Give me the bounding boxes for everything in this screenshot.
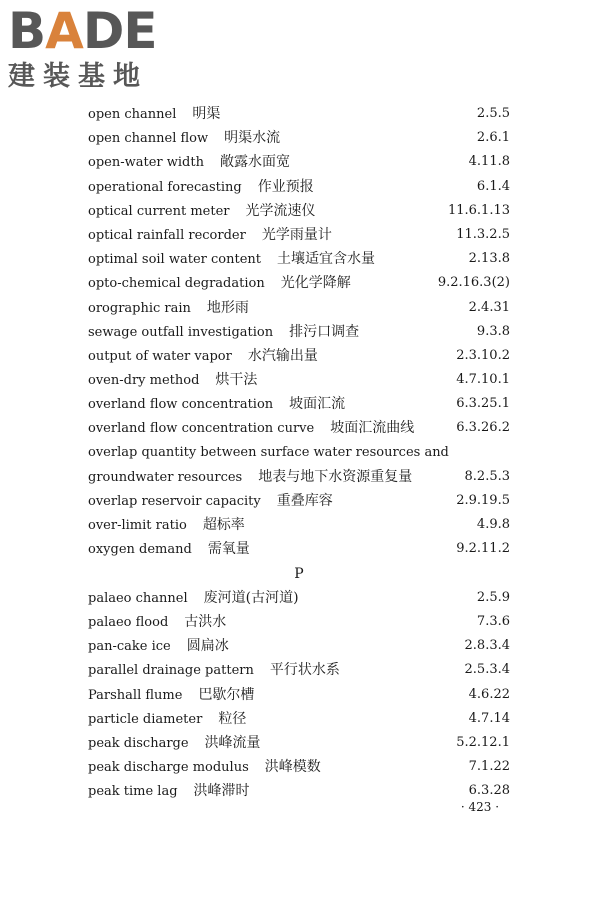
entry-chinese-term: 重叠库容 [276, 493, 333, 509]
entry-chinese-term: 土壤适宜含水量 [276, 251, 375, 268]
glossary-entry [88, 465, 510, 489]
entry-chinese-term: 地形雨 [206, 299, 249, 316]
entry-chinese-term: 敞露水面宽 [219, 154, 290, 171]
entry-english-term: Parshall flume [88, 687, 183, 703]
entry-english-term: orographic rain [88, 300, 191, 316]
glossary-entry [88, 199, 510, 223]
entry-section-reference: 2.3.10.2 [456, 347, 510, 363]
entry-english-term: open channel [88, 107, 177, 122]
entry-chinese-term: 光化学降解 [280, 275, 351, 292]
entry-english-term: output of water vapor [88, 348, 232, 364]
entry-chinese-term: 需氧量 [207, 541, 250, 558]
entry-chinese-term: 粒径 [218, 710, 247, 727]
entry-chinese-term: 古洪水 [184, 613, 227, 630]
entry-chinese-term: 光学流速仪 [245, 202, 316, 219]
entry-section-reference: 6.3.26.2 [456, 420, 510, 436]
entry-section-reference: 4.7.10.1 [456, 372, 510, 388]
entry-chinese-term: 排污口调查 [289, 323, 360, 340]
entry-english-term: open-water width [88, 155, 204, 171]
glossary-entry [88, 658, 510, 682]
entry-english-term: open channel flow [88, 131, 209, 147]
entry-english-term: pan-cake ice [88, 639, 171, 655]
entry-section-reference: 5.2.12.1 [456, 734, 510, 750]
entry-chinese-term: 作业预报 [257, 178, 314, 195]
entry-english-term: optimal soil water content [88, 252, 261, 268]
entry-english-term: overland flow concentration curve [88, 421, 315, 437]
entry-chinese-term: 洪峰滞时 [193, 783, 250, 800]
glossary-entry [88, 779, 510, 803]
entry-section-reference: 6.3.28 [468, 783, 510, 799]
entry-english-term: operational forecasting [88, 179, 242, 195]
entry-chinese-term: 地表与地下水资源重复量 [258, 468, 413, 485]
entry-section-reference: 2.8.3.4 [464, 638, 510, 654]
entry-section-reference: 7.3.6 [476, 613, 510, 629]
entry-section-reference: 8.2.5.3 [464, 468, 510, 484]
glossary-entry [88, 634, 510, 658]
entry-english-term: peak discharge modulus [88, 760, 249, 776]
glossary-entry [88, 441, 510, 465]
entry-english-term: oxygen demand [88, 542, 192, 558]
entry-english-term: groundwater resources [88, 469, 243, 485]
entry-section-reference: 2.6.1 [476, 130, 510, 146]
glossary-entry [88, 247, 510, 271]
entry-section-reference: 9.2.11.2 [456, 541, 510, 557]
entry-english-term: oven-dry method [88, 373, 200, 389]
entry-section-reference: 6.1.4 [476, 178, 510, 194]
bade-logo [8, 4, 178, 94]
glossary-entry [88, 150, 510, 174]
glossary-entry [88, 271, 510, 295]
entry-chinese-term: 圆扁冰 [186, 638, 229, 655]
glossary-entry [88, 296, 510, 320]
entry-chinese-term: 平行状水系 [269, 662, 340, 679]
glossary-entry [88, 586, 510, 610]
entry-english-term: palaeo channel [88, 590, 188, 606]
entry-english-term: over-limit ratio [88, 518, 187, 534]
glossary-entry [88, 368, 510, 392]
entry-english-term: peak discharge [88, 735, 189, 751]
entry-section-reference: 2.5.5 [476, 106, 510, 121]
entry-english-term: overlap reservoir capacity [88, 494, 261, 509]
entry-section-reference: 4.6.22 [468, 686, 510, 702]
entry-english-term: particle diameter [88, 711, 203, 727]
entry-chinese-term: 光学雨量计 [261, 226, 332, 243]
entry-english-term: opto-chemical degradation [88, 276, 265, 292]
glossary-entry [88, 755, 510, 779]
entry-chinese-term: 坡面汇流曲线 [330, 420, 415, 437]
entry-english-term: optical current meter [88, 203, 230, 219]
entry-section-reference: 11.6.1.13 [447, 202, 510, 218]
glossary-entry [88, 513, 510, 537]
entry-chinese-term: 洪峰流量 [204, 734, 261, 751]
glossary-entry [88, 416, 510, 440]
entry-chinese-term: 坡面汇流 [289, 396, 346, 413]
entry-chinese-term: 废河道(古河道) [203, 589, 299, 606]
glossary-entry [88, 489, 510, 513]
entry-chinese-term: 超标率 [202, 517, 245, 534]
entry-section-reference: 9.3.8 [476, 323, 510, 339]
entry-section-reference: 4.7.14 [468, 710, 510, 726]
entry-chinese-term: 洪峰模数 [264, 759, 321, 776]
glossary-entry [88, 683, 510, 707]
entry-section-reference: 4.11.8 [468, 154, 510, 170]
entry-english-term: overlap quantity between surface water resources and [88, 444, 449, 460]
entry-section-reference: 2.5.9 [476, 589, 510, 605]
entry-section-reference: 2.13.8 [468, 251, 510, 267]
glossary-entry [88, 537, 510, 561]
glossary-entries [88, 102, 510, 803]
entry-section-reference: 2.4.31 [468, 299, 510, 315]
entries-p-section [88, 586, 510, 804]
entry-english-term: palaeo flood [88, 614, 169, 630]
glossary-entry [88, 707, 510, 731]
glossary-entry [88, 175, 510, 199]
glossary-entry [88, 126, 510, 150]
entry-english-term: peak time lag [88, 784, 178, 800]
entries-o-section [88, 102, 510, 562]
entry-section-reference: 2.5.3.4 [464, 662, 510, 678]
entry-section-reference: 7.1.22 [468, 759, 510, 775]
entry-english-term: parallel drainage pattern [88, 663, 254, 679]
entry-chinese-term: 巴歇尔槽 [198, 686, 255, 703]
glossary-entry [88, 731, 510, 755]
entry-english-term: optical rainfall recorder [88, 227, 246, 243]
entry-chinese-term: 明渠水流 [224, 130, 281, 147]
entry-section-reference: 4.9.8 [476, 517, 510, 533]
entry-section-reference: 6.3.25.1 [456, 396, 510, 412]
section-letter: P [294, 565, 304, 582]
glossary-entry [88, 392, 510, 416]
entry-chinese-term: 烘干法 [215, 372, 258, 389]
glossary-entry [88, 223, 510, 247]
glossary-entry [88, 610, 510, 634]
entry-chinese-term: 明渠 [192, 106, 221, 122]
entry-english-term: sewage outfall investigation [88, 324, 274, 340]
entry-section-reference: 11.3.2.5 [456, 226, 510, 242]
glossary-entry [88, 102, 510, 126]
entry-section-reference: 9.2.16.3(2) [437, 275, 510, 291]
glossary-entry [88, 344, 510, 368]
glossary-entry [88, 320, 510, 344]
entry-english-term: overland flow concentration [88, 397, 274, 413]
logo-subtitle: 建装基地 [8, 61, 148, 92]
entry-section-reference: 2.9.19.5 [456, 493, 510, 508]
logo-wordmark: BADE [8, 2, 157, 60]
entry-chinese-term: 水汽输出量 [247, 347, 318, 364]
page-number: · 423 · [460, 800, 500, 814]
